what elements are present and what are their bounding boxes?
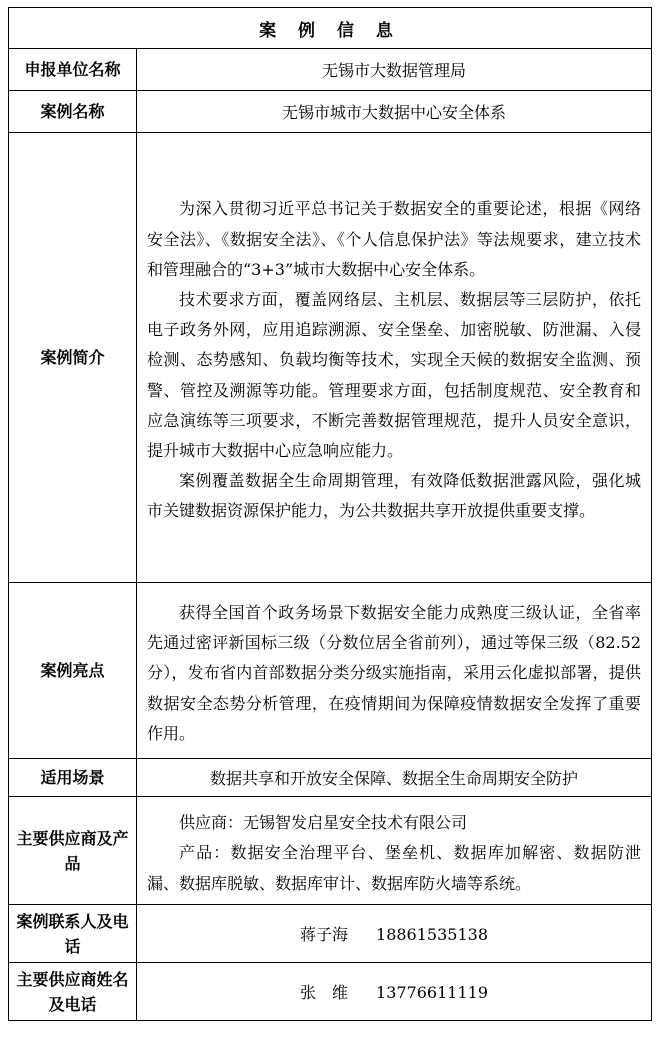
row-supplier: [9, 797, 652, 905]
case-name-label: 案例名称: [9, 91, 137, 133]
supplier-contact-value: [137, 963, 652, 1021]
unit-value: 无锡市大数据管理局: [137, 49, 652, 91]
supplier-contact-name: 张 维: [300, 983, 349, 1002]
row-case-name: [9, 91, 652, 133]
row-unit: [9, 49, 652, 91]
supplier-content: [137, 797, 652, 905]
contact-name: 蒋子海: [300, 925, 349, 944]
intro-content: [137, 133, 652, 583]
highlights-content: [137, 583, 652, 759]
supplier-contact-label: 主要供应商姓名及电话: [9, 963, 137, 1021]
intro-paragraph: 为深入贯彻习近平总书记关于数据安全的重要论述，根据《网络安全法》、《数据安全法》、《个人信息保护法》等法规要求，建立技术和管理融合的“3+3”城市大数据中心安全体系。: [147, 199, 642, 279]
scenario-label: 适用场景: [9, 759, 137, 797]
supplier-paragraph: 产品：数据安全治理平台、堡垒机、数据库加解密、数据防泄漏、数据库脱敏、数据库审计、数据库防火墙等系统。: [147, 843, 642, 893]
highlights-label: 案例亮点: [9, 583, 137, 759]
supplier-contact-phone: 13776611119: [376, 983, 488, 1002]
intro-paragraph: 案例覆盖数据全生命周期管理，有效降低数据泄露风险，强化城市关键数据资源保护能力，为公共数据共享开放提供重要支撑。: [147, 471, 642, 521]
title-row: [9, 8, 652, 49]
intro-label: 案例简介: [9, 133, 137, 583]
case-info-table: [8, 7, 652, 1021]
row-scenario: [9, 759, 652, 797]
contact-label: 案例联系人及电话: [9, 905, 137, 963]
table-title: 案 例 信 息: [9, 8, 652, 49]
row-highlights: [9, 583, 652, 759]
case-name-value: 无锡市城市大数据中心安全体系: [137, 91, 652, 133]
row-supplier-contact: [9, 963, 652, 1021]
contact-value: [137, 905, 652, 963]
supplier-paragraph: 供应商：无锡智发启星安全技术有限公司: [179, 813, 468, 833]
scenario-value: 数据共享和开放安全保障、数据全生命周期安全防护: [137, 759, 652, 797]
contact-phone: 18861535138: [376, 925, 488, 944]
intro-paragraph: 技术要求方面，覆盖网络层、主机层、数据层等三层防护，依托电子政务外网，应用追踪溯源、安全堡垒、加密脱敏、防泄漏、入侵检测、态势感知、负载均衡等技术，实现全天候的数据安全监测、预警、管控及溯源等功能。管理要求方面，包括制度规范、安全教育和应急演练等三项要求，不断完善数据管理规范，提升人员安全意识，提升城市大数据中心应急响应能力。: [147, 289, 642, 460]
unit-label: 申报单位名称: [9, 49, 137, 91]
row-contact: [9, 905, 652, 963]
highlights-paragraph: 获得全国首个政务场景下数据安全能力成熟度三级认证，全省率先通过密评新国标三级（分数位居全省前列），通过等保三级（82.52分），发布省内首部数据分类分级实施指南，采用云化虚拟部署，提供数据安全态势分析管理，在疫情期间为保障疫情数据安全发挥了重要作用。: [147, 602, 642, 743]
supplier-label: 主要供应商及产品: [9, 797, 137, 905]
row-intro: [9, 133, 652, 583]
